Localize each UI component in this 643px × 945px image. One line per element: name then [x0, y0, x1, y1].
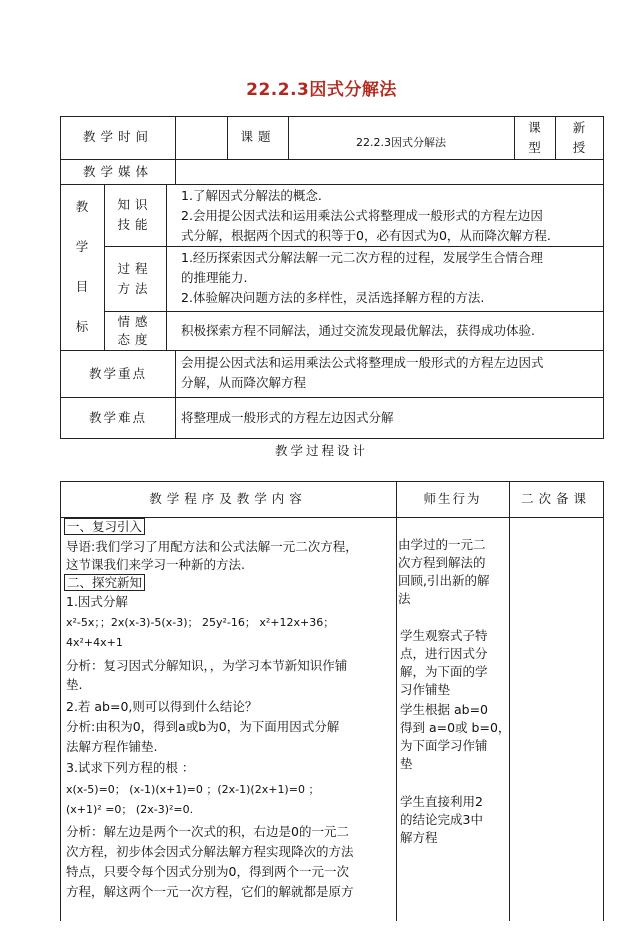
knowledge-line-2: 2.会用提公因式法和运用乘法公式将整理成一般形式的方程左边因 [181, 208, 543, 223]
goal-label-char-1: 教 [75, 199, 89, 214]
key-point-label: 教学重点 [88, 366, 147, 381]
process-line-1: 1.经历探索因式分解法解一元二次方程的过程，发展学生合情合理 [181, 250, 543, 265]
intro-line-2: 这节课我们来学习一种新的方法. [66, 557, 245, 572]
knowledge-line-1: 1.了解因式分解法的概念. [181, 188, 322, 203]
explore-heading: 二、探究新知 [64, 574, 145, 591]
document-title: 22.2.3因式分解法 [246, 80, 397, 100]
item1-title: 1.因式分解 [66, 594, 128, 609]
teacher-note-1-line-4: 法 [398, 591, 411, 606]
column-header-teacher: 师生行为 [423, 491, 482, 506]
teacher-note-2-line-4: 习作铺垫 [400, 682, 451, 697]
process-line-3: 2.体验解决问题方法的多样性，灵活选择解方程的方法. [181, 290, 485, 305]
knowledge-label-1: 知识 [117, 197, 153, 212]
analysis1-line-1: 分析：复习因式分解知识，，为学习本节新知识作铺 [66, 658, 348, 673]
intro-line-1: 导语:我们学习了用配方法和公式法解一元二次方程， [66, 539, 358, 554]
lesson-type-label-2: 型 [528, 140, 541, 155]
lesson-type-value-2: 授 [572, 140, 586, 155]
emotion-label-2: 态度 [117, 332, 153, 347]
teacher-note-3-line-2: 得到 a=0或 b=0， [400, 720, 511, 735]
teacher-note-3-line-3: 为下面学习作铺 [400, 738, 488, 753]
teacher-note-1-line-2: 次方程到解法的 [398, 555, 486, 570]
key-point-line-1: 会用提公因式法和运用乘法公式将整理成一般形式的方程左边因式 [181, 355, 544, 370]
lesson-type-label-1: 课 [528, 120, 541, 135]
analysis3-line-4: 方程，解这两个一元一次方程，它们的解就都是原方 [66, 884, 354, 899]
teacher-note-1-line-3: 回顾,引出新的解 [398, 573, 490, 588]
analysis3-line-2: 次方程，初步体会因式分解法解方程实现降次的方法 [66, 844, 354, 859]
process-design-title: 教学过程设计 [274, 443, 368, 458]
knowledge-label-2: 技能 [117, 217, 153, 232]
column-header-content: 教学程序及教学内容 [149, 491, 307, 506]
analysis3-line-1: 分析：解左边是两个一次式的积，右边是0的一元二 [66, 824, 349, 839]
analysis2-line-1: 分析:由积为0，得到a或b为0，为下面用因式分解 [66, 719, 340, 734]
teaching-media-label: 教学媒体 [82, 164, 153, 179]
difficulty-text: 将整理成一般形式的方程左边因式分解 [181, 410, 394, 425]
teacher-note-4-line-3: 解方程 [400, 830, 438, 845]
teacher-note-3-line-1: 学生根据 ab=0 [400, 702, 488, 717]
teacher-note-2-line-3: 解，为下面的学 [400, 664, 488, 679]
difficulty-label: 教学难点 [88, 410, 147, 425]
analysis2-line-2: 法解方程作铺垫. [66, 739, 158, 754]
teacher-note-3-line-4: 垫 [400, 756, 413, 771]
teacher-note-4-line-2: 的结论完成3中 [400, 812, 483, 827]
review-heading: 一、复习引入 [64, 518, 145, 535]
emotion-label-1: 情感 [117, 314, 153, 329]
item3-title: 3.试求下列方程的根 ： [66, 760, 195, 775]
teacher-note-1-line-1: 由学过的一元二 [398, 537, 486, 552]
column-header-notes: 二次备课 [520, 491, 591, 506]
teacher-note-4-line-1: 学生直接利用2 [400, 794, 483, 809]
goal-label-char-2: 学 [75, 239, 89, 254]
teacher-note-2-line-1: 学生观察式子特 [400, 628, 488, 643]
item3-equations-2: (x+1)² =0； (2x-3)²=0. [66, 803, 194, 816]
process-line-2: 的推理能力. [181, 270, 248, 285]
emotion-text: 积极探索方程不同解法，通过交流发现最优解法，获得成功体验. [181, 323, 535, 338]
item3-equations-1: x(x-5)=0； (x-1)(x+1)=0 ；(2x-1)(2x+1)=0 ； [66, 783, 320, 796]
item1-expressions-1: x²-5x；；2x(x-3)-5(x-3)； 25y²-16； x²+12x+36； [66, 616, 335, 629]
key-point-line-2: 分解，从而降次解方程 [181, 375, 307, 390]
item2-title: 2.若 ab=0,则可以得到什么结论？ [66, 699, 258, 714]
analysis1-line-2: 垫. [66, 677, 83, 692]
process-label-2: 方法 [117, 281, 153, 296]
teacher-note-2-line-2: 点，进行因式分 [400, 646, 488, 661]
analysis3-line-3: 特点，只要令每个因式分别为0，得到两个一元一次 [66, 864, 349, 879]
process-label-1: 过程 [117, 261, 153, 276]
goal-label-char-3: 目 [75, 279, 89, 294]
topic-label: 课题 [240, 129, 276, 144]
lesson-type-value-1: 新 [572, 120, 586, 135]
goal-label-char-4: 标 [75, 319, 89, 334]
knowledge-line-3: 式分解，根据两个因式的积等于0，必有因式为0，从而降次解方程. [181, 228, 551, 243]
item1-expressions-2: 4x²+4x+1 [66, 636, 123, 649]
teaching-time-label: 教学时间 [82, 129, 153, 144]
topic-value: 22.2.3因式分解法 [356, 136, 446, 149]
